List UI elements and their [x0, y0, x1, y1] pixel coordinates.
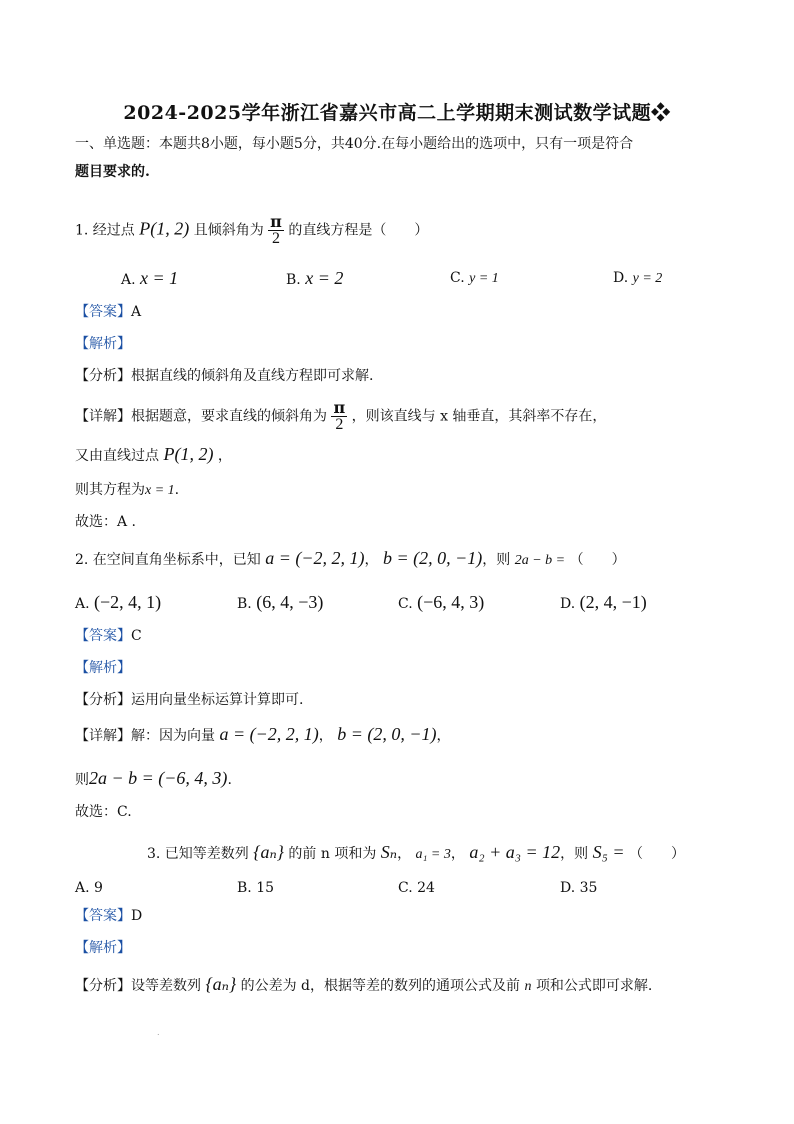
- q2-vector-a: a = (−2, 2, 1): [265, 548, 365, 568]
- page-title: 2024-2025学年浙江省嘉兴市高二上学期期末测试数学试题❖: [123, 102, 671, 124]
- q2-choice: 故选：C.: [75, 804, 132, 820]
- q1-xiangjie-fraction: $\frac{\pi}{2}$: [333, 398, 346, 433]
- q2-fenxi: 【分析】运用向量坐标运算计算即可.: [75, 692, 304, 708]
- q3-analysis-tag: 【解析】: [75, 940, 131, 956]
- section-header-line2: 题目要求的.: [75, 164, 150, 180]
- q1-xiangjie: 【详解】根据题意，要求直线的倾斜角为 $\frac{\pi}{2}$ ，则该直线与 x 轴垂直，其斜率不存在，: [75, 398, 607, 433]
- q3-answer: 【答案】D: [75, 908, 143, 924]
- q1-choice: 故选：A .: [75, 514, 137, 530]
- q2-answer: 【答案】C: [75, 628, 142, 644]
- q1-point: P(1, 2): [139, 218, 190, 239]
- q1-stem: 1. 经过点 P(1, 2) 且倾斜角为 $\frac{\pi}{2}$ 的直线方程是（ ）: [75, 212, 429, 247]
- q2-option-d[interactable]: D. (2, 4, −1): [560, 592, 647, 612]
- q2-analysis-tag: 【解析】: [75, 660, 131, 676]
- q2-xiangjie: 【详解】解：因为向量 a = (−2, 2, 1)， b = (2, 0, −1)，: [75, 724, 451, 744]
- section-header-line1: 一、单选题：本题共8小题，每小题5分，共40分.在每小题给出的选项中，只有一项是符合: [75, 136, 634, 152]
- q2-option-b[interactable]: B. (6, 4, −3): [237, 592, 324, 612]
- q1-answer: 【答案】A: [75, 304, 142, 320]
- q3-option-d[interactable]: D. 35: [560, 880, 598, 896]
- q1-angle-fraction: $\frac{\pi}{2}$: [270, 212, 282, 247]
- q2-vector-b: b = (2, 0, −1): [383, 548, 483, 568]
- q3-option-c[interactable]: C. 24: [398, 880, 435, 896]
- q1-option-c[interactable]: C. y = 1: [450, 270, 499, 286]
- footer-dot: .: [157, 1028, 160, 1037]
- q1-option-d[interactable]: D. y = 2: [613, 270, 663, 286]
- q2-stem: 2. 在空间直角坐标系中，已知 a = (−2, 2, 1)， b = (2, 0, −1)，则 2a − b = （ ）: [75, 548, 626, 568]
- q1-analysis-tag: 【解析】: [75, 336, 131, 352]
- q3-stem: 3. 已知等差数列 {aₙ} 的前 n 项和为 Sₙ， a₁ = 3， a₂ + a₃ = 12，则 S₅ = （ ）: [147, 842, 685, 862]
- q3-sequence: {aₙ}: [253, 842, 284, 862]
- q2-line2: 则2a − b = (−6, 4, 3).: [75, 768, 232, 788]
- q1-line3: 则其方程为x = 1.: [75, 482, 180, 498]
- q1-line2: 又由直线过点 P(1, 2) ，: [75, 444, 232, 464]
- q3-option-a[interactable]: A. 9: [75, 880, 103, 896]
- q1-option-b[interactable]: B. x = 2: [286, 268, 344, 288]
- q3-fenxi: 【分析】设等差数列 {aₙ} 的公差为 d，根据等差的数列的通项公式及前 n 项和公式即可求解.: [75, 974, 653, 994]
- q2-option-c[interactable]: C. (−6, 4, 3): [398, 592, 485, 612]
- q2-option-a[interactable]: A. (−2, 4, 1): [75, 592, 162, 612]
- q3-option-b[interactable]: B. 15: [237, 880, 275, 896]
- q1-fenxi: 【分析】根据直线的倾斜角及直线方程即可求解.: [75, 368, 374, 384]
- q2-expression: 2a − b =: [514, 553, 566, 568]
- q1-option-a[interactable]: A. x = 1: [121, 268, 179, 288]
